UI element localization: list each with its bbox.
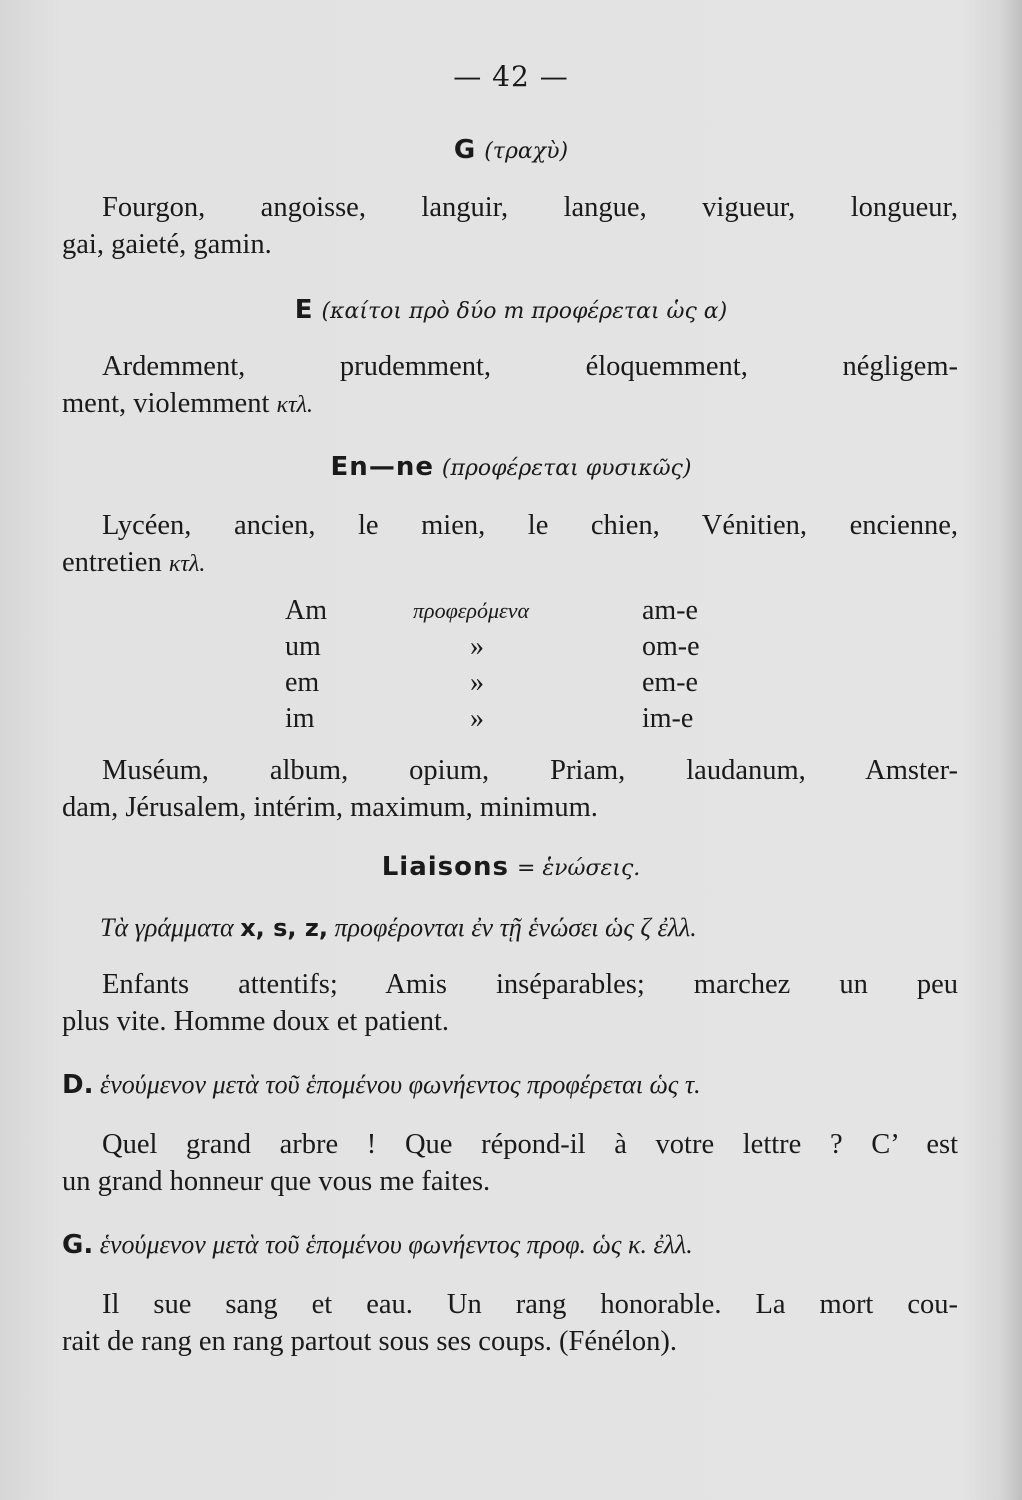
paragraph-e-line-2-greek: κτλ.: [276, 392, 314, 418]
paragraph-g-line-1: Fourgon, angoisse, languir, langue, vigueur, longueur,: [102, 192, 958, 223]
heading-en-letter: En—ne: [330, 452, 434, 482]
g2-rule: [62, 1230, 962, 1260]
paragraph-liaisons-line-1: Enfants attentifs; Amis inséparables; marchez un peu: [102, 969, 958, 1000]
paragraph-liaisons-line-2: plus vite. Homme doux et patient.: [62, 1006, 450, 1037]
paragraph-museum-line-1: Muséum, album, opium, Priam, laudanum, Amster-: [102, 755, 958, 786]
g2-rule-label: G.: [62, 1230, 94, 1260]
table-cell-mid: »: [470, 703, 484, 734]
paragraph-g2-line-1: Il sue sang et eau. Un rang honorable. La mort cou-: [102, 1289, 958, 1320]
heading-liaisons-greek: = ἑνώσεις.: [516, 856, 641, 881]
d-rule-label: D.: [62, 1070, 94, 1100]
heading-g: [0, 135, 1022, 165]
heading-g-greek: (τραχὺ): [484, 139, 569, 164]
paragraph-g2-line-2: rait de rang en rang partout sous ses coups. (Fénélon).: [62, 1326, 677, 1357]
paragraph-g: [62, 189, 958, 263]
table-cell-left: um: [285, 631, 321, 662]
page-number: — 42 —: [453, 60, 569, 93]
table-cell-right: om-e: [642, 631, 700, 662]
d-rule-text: ἑνούμενον μετὰ τοῦ ἑπομένου φωνήεντος προφέρεται ὡς τ.: [99, 1070, 701, 1099]
liaisons-rule-letters: x, s, z,: [240, 914, 328, 942]
table-cell-mid: προφερόμενα: [413, 598, 530, 623]
liaisons-rule: [100, 913, 960, 943]
paragraph-en-line-1: Lycéen, ancien, le mien, le chien, Vénitien, encienne,: [102, 510, 958, 541]
paragraph-d-line-2: un grand honneur que vous me faites.: [62, 1166, 491, 1197]
heading-liaisons-title: Liaisons: [381, 852, 509, 882]
heading-en: [0, 452, 1022, 482]
table-cell-right: am-e: [642, 595, 698, 626]
heading-e-letter: E: [294, 295, 314, 325]
paragraph-g-line-2: gai, gaieté, gamin.: [62, 229, 272, 260]
table-cell-mid: »: [470, 631, 484, 662]
paragraph-e-line-2-text: ment, violemment: [62, 388, 270, 419]
table-cell-left: im: [285, 703, 315, 734]
heading-g-letter: G: [453, 135, 477, 165]
liaisons-rule-post: προφέρονται ἐν τῇ ἑνώσει ὡς ζ ἐλλ.: [334, 913, 697, 942]
paragraph-en: [62, 507, 958, 583]
paragraph-museum-line-2: dam, Jérusalem, intérim, maximum, minimum.: [62, 792, 598, 823]
paragraph-liaisons: [62, 966, 958, 1040]
paragraph-en-line-2-greek: κτλ.: [168, 551, 206, 577]
paragraph-e-line-1: Ardemment, prudemment, éloquemment, négligem-: [102, 351, 958, 382]
paragraph-en-line-2: [62, 544, 958, 583]
g2-rule-text: ἑνούμενον μετὰ τοῦ ἑπομένου φωνήεντος προφ. ὡς κ. ἐλλ.: [99, 1230, 693, 1259]
liaisons-rule-pre: Τὰ γράμματα: [100, 913, 234, 942]
paragraph-museum: [62, 752, 958, 826]
paragraph-e: [62, 348, 958, 424]
paragraph-d-line-1: Quel grand arbre ! Que répond-il à votre lettre ? C’ est: [102, 1129, 958, 1160]
d-rule: [62, 1070, 962, 1100]
table-cell-left: Am: [285, 595, 327, 626]
paragraph-d: [62, 1126, 958, 1200]
table-cell-left: em: [285, 667, 320, 698]
heading-e-greek: (καίτοι πρὸ δύο m προφέρεται ὡς α): [321, 299, 728, 324]
heading-liaisons: [0, 852, 1022, 882]
paragraph-g2: [62, 1286, 958, 1360]
table-cell-right: em-e: [642, 667, 698, 698]
heading-en-greek: (προφέρεται φυσικῶς): [441, 456, 692, 481]
page-edge-shadow: [1000, 0, 1022, 1500]
table-cell-mid: »: [470, 667, 484, 698]
heading-e: [0, 295, 1022, 325]
paragraph-e-line-2: [62, 385, 958, 424]
table-cell-right: im-e: [642, 703, 694, 734]
paragraph-en-line-2-text: entretien: [62, 547, 162, 578]
